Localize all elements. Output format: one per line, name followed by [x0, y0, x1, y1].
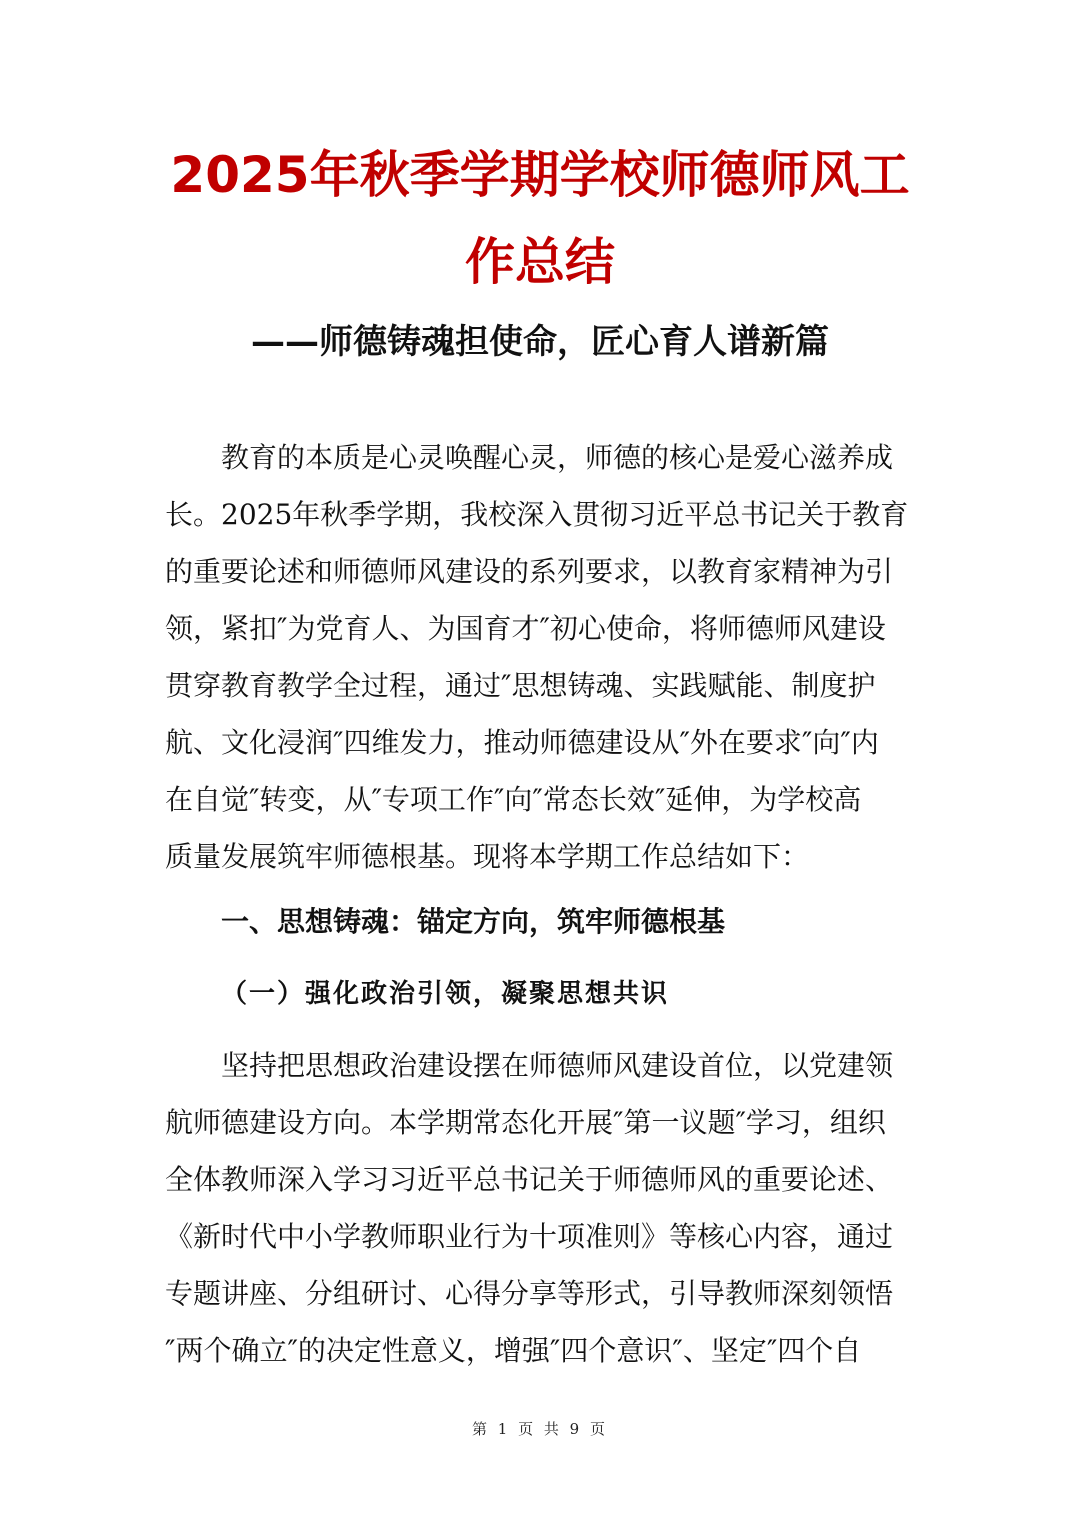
paragraph-line: 质量发展筑牢师德根基。现将本学期工作总结如下： [165, 840, 810, 873]
paragraph-line: 领，紧扣″为党育人、为国育才″初心使命，将师德师风建设 [165, 612, 886, 645]
intro-paragraph [165, 429, 925, 885]
page-footer: 第 1 页 共 9 页 [472, 1420, 608, 1438]
paragraph-line: 的重要论述和师德师风建设的系列要求，以教育家精神为引 [165, 555, 894, 588]
document-title-line-1: 2025年秋季学期学校师德师风工 [170, 146, 910, 204]
paragraph-line: 坚持把思想政治建设摆在师德师风建设首位，以党建领 [221, 1049, 894, 1082]
paragraph-line: 在自觉″转变，从″专项工作″向″常态长效″延伸，为学校高 [165, 783, 862, 816]
paragraph-line: 长。2025年秋季学期，我校深入贯彻习近平总书记关于教育 [165, 498, 909, 531]
section-paragraph [165, 1037, 925, 1379]
section-heading-1: 一、思想铸魂：锚定方向，筑牢师德根基 [221, 905, 726, 938]
paragraph-line: 全体教师深入学习习近平总书记关于师德师风的重要论述、 [165, 1163, 894, 1196]
paragraph-line: 《新时代中小学教师职业行为十项准则》等核心内容，通过 [165, 1220, 894, 1253]
paragraph-line: 航师德建设方向。本学期常态化开展″第一议题″学习，组织 [165, 1106, 886, 1139]
paragraph-line: ″两个确立″的决定性意义，增强″四个意识″、坚定″四个自 [165, 1334, 862, 1367]
subsection-heading-1: （一）强化政治引领，凝聚思想共识 [221, 979, 670, 1009]
paragraph-line: 贯穿教育教学全过程，通过″思想铸魂、实践赋能、制度护 [165, 669, 876, 702]
document-title-line-2: 作总结 [465, 233, 615, 291]
paragraph-line: 航、文化浸润″四维发力，推动师德建设从″外在要求″向″内 [165, 726, 879, 759]
document-subtitle: ——师德铸魂担使命，匠心育人谱新篇 [251, 322, 829, 362]
paragraph-line: 专题讲座、分组研讨、心得分享等形式，引导教师深刻领悟 [165, 1277, 894, 1310]
paragraph-line: 教育的本质是心灵唤醒心灵，师德的核心是爱心滋养成 [221, 441, 894, 474]
